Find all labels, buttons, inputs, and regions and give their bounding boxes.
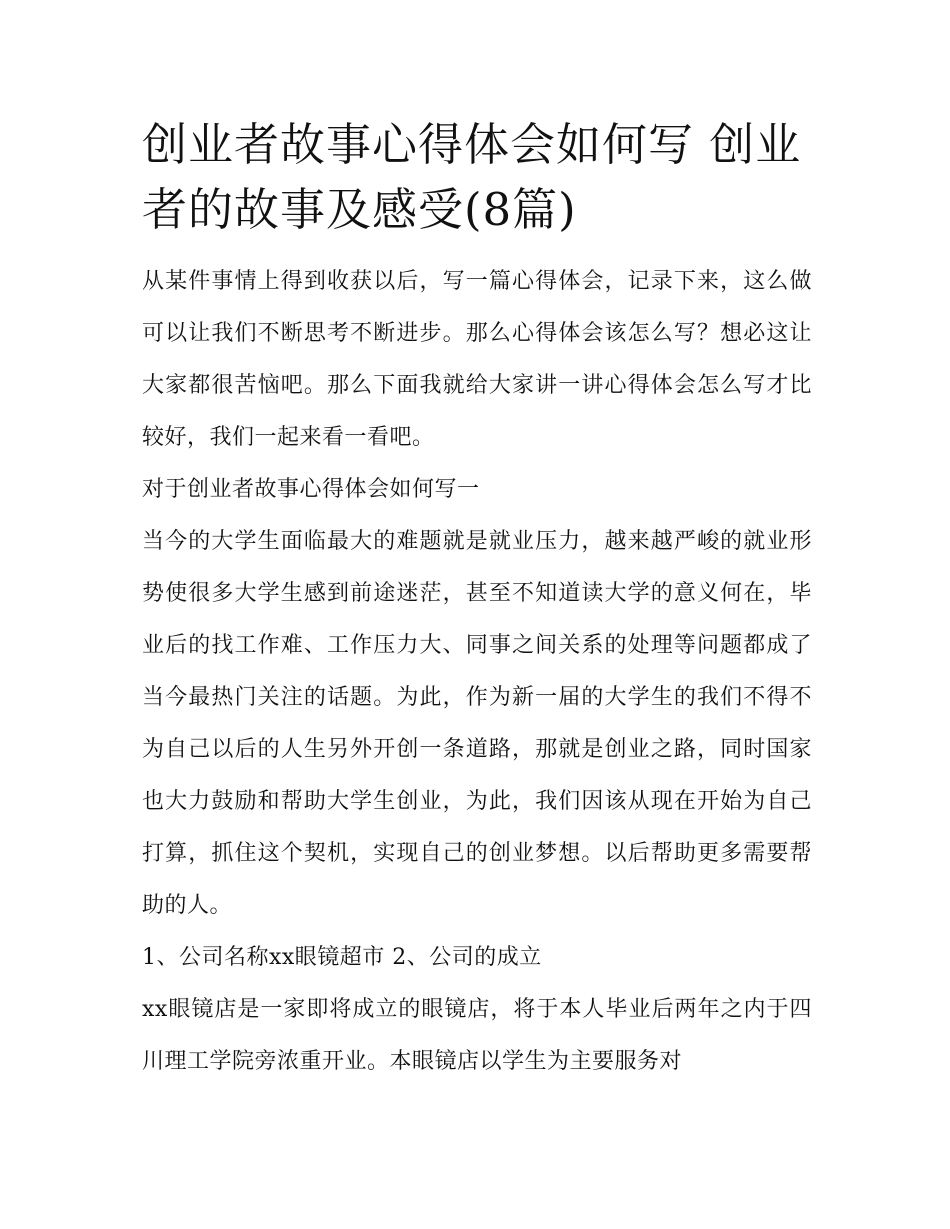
intro-paragraph: 从某件事情上得到收获以后，写一篇心得体会，记录下来，这么做可以让我们不断思考不断进步。那么心得体会该怎么写？想必这让大家都很苦恼吧。那么下面我就给大家讲一讲心得体会怎么写才比较好，我们一起来看一看吧。 [142, 269, 812, 450]
list-line: 1、公司名称xx眼镜超市 2、公司的成立 [142, 945, 542, 970]
document-page [142, 112, 812, 1088]
section-heading: 对于创业者故事心得体会如何写一 [142, 477, 480, 502]
body-paragraph: 当今的大学生面临最大的难题就是就业压力，越来越严峻的就业形势使很多大学生感到前途迷茫，甚至不知道读大学的意义何在，毕业后的找工作难、工作压力大、同事之间关系的处理等问题都成了当今最热门关注的话题。为此，作为新一届的大学生的我们不得不为自己以后的人生另外开创一条道路，那就是创业之路，同时国家也大力鼓励和帮助大学生创业，为此，我们因该从现在开始为自己打算，抓住这个契机，实现自己的创业梦想。以后帮助更多需要帮助的人。 [142, 529, 812, 918]
body-paragraph: xx眼镜店是一家即将成立的眼镜店，将于本人毕业后两年之内于四川理工学院旁浓重开业。本眼镜店以学生为主要服务对 [142, 997, 812, 1074]
document-title: 创业者故事心得体会如何写 创业者的故事及感受(8篇) [142, 118, 802, 236]
